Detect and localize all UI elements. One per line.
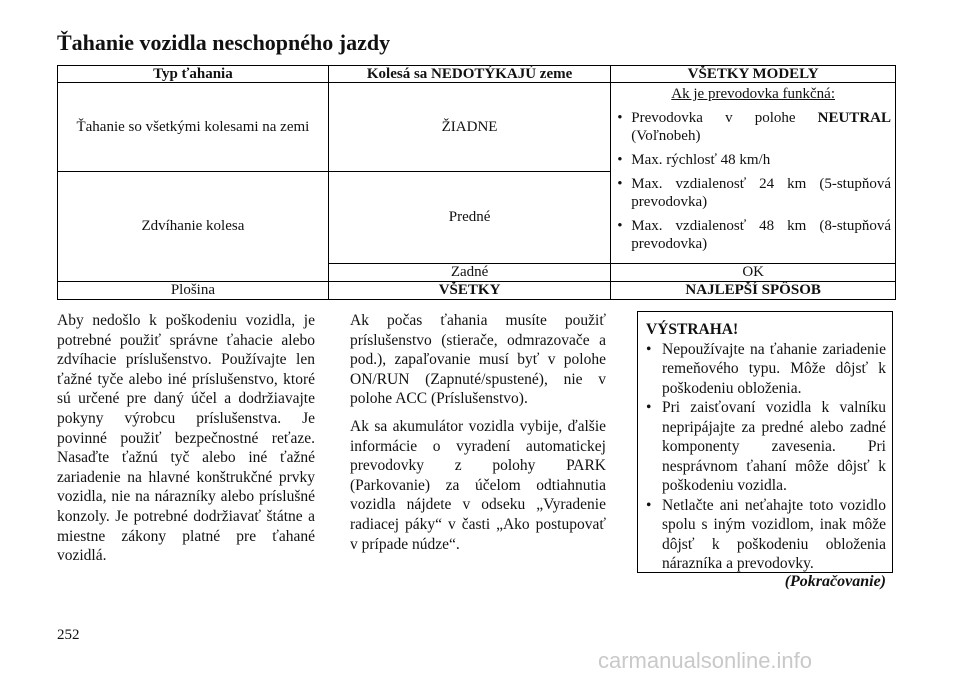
cell-wheels: ŽIADNE bbox=[328, 83, 610, 172]
cell-tow-type: Zdvíhanie kolesa bbox=[58, 172, 329, 282]
header-wheels-off-ground: Kolesá sa NEDOTÝKAJÚ zeme bbox=[328, 66, 610, 83]
list-item: • Max. vzdialenosť 24 km (5-stupňová prevodovka) bbox=[615, 175, 891, 211]
body-paragraph: Ak počas ťahania musíte použiť príslušenstvo (stierače, odmrazovače a pod.), zapaľovanie musí byť v polohe ON/RUN (Zapnuté/spustené), nie v polohe ACC (Príslušenstvo). bbox=[350, 312, 606, 408]
warning-item: • Pri zaisťovaní vozidla k valníku nepripájajte za predné alebo zadné komponenty zavesenia. Pri nesprávnom ťahaní môže dôjsť k poškodeniu vozidla. bbox=[646, 398, 886, 496]
header-tow-type: Typ ťahania bbox=[58, 66, 329, 83]
warning-title: VÝSTRAHA! bbox=[646, 321, 739, 338]
list-item-text: Prevodovka v polohe bbox=[631, 110, 818, 126]
middle-column bbox=[350, 311, 606, 562]
warning-item: • Nepoužívajte na ťahanie zariadenie remeňového typu. Môže dôjsť k poškodeniu obloženia. bbox=[646, 340, 886, 399]
list-item: • Max. rýchlosť 48 km/h bbox=[615, 151, 891, 169]
warning-list bbox=[646, 340, 886, 574]
cell-models: NAJLEPŠÍ SPÔSOB bbox=[611, 282, 896, 300]
header-all-models: VŠETKY MODELY bbox=[611, 66, 896, 83]
cell-models-conditions bbox=[611, 83, 896, 264]
models-conditions-list bbox=[615, 109, 891, 253]
cell-tow-type: Ťahanie so všetkými kolesami na zemi bbox=[58, 83, 329, 172]
list-item: • Max. vzdialenosť 48 km (8-stupňová prevodovka) bbox=[615, 217, 891, 253]
cell-wheels: Zadné bbox=[328, 264, 610, 282]
cell-wheels: Predné bbox=[328, 172, 610, 264]
cell-models: OK bbox=[611, 264, 896, 282]
table-header-row bbox=[58, 66, 896, 83]
cell-tow-type: Plošina bbox=[58, 282, 329, 300]
watermark: carmanualsonline.info bbox=[598, 648, 813, 673]
page-title: Ťahanie vozidla neschopného jazdy bbox=[57, 30, 391, 55]
cell-wheels: VŠETKY bbox=[328, 282, 610, 300]
left-column bbox=[57, 311, 315, 574]
table-row bbox=[58, 83, 896, 172]
models-conditions-heading: Ak je prevodovka funkčná: bbox=[671, 86, 835, 102]
body-paragraph: Ak sa akumulátor vozidla vybije, ďalšie informácie o vyradení automatickej prevodovky z polohy PARK (Parkovanie) za účelom odtiahnutia vozidla nájdete v odseku „Vyradenie radiacej páky“ v časti „Ako postupovať v prípade núdze“. bbox=[350, 417, 606, 553]
towing-table bbox=[57, 65, 896, 300]
table-row bbox=[58, 282, 896, 300]
warning-box bbox=[637, 311, 893, 573]
warning-item: • Netlačte ani neťahajte toto vozidlo spolu s iným vozidlom, inak môže dôjsť k poškodeniu obloženia nárazníka a prevodovky. bbox=[646, 496, 886, 574]
neutral-label: NEUTRAL bbox=[817, 110, 891, 126]
list-item-text: (Voľnobeh) bbox=[631, 128, 701, 144]
page-number: 252 bbox=[57, 627, 80, 643]
continued-label: (Pokračovanie) bbox=[784, 573, 886, 590]
list-item bbox=[615, 109, 891, 145]
body-paragraph: Aby nedošlo k poškodeniu vozidla, je potrebné použiť správne ťahacie alebo zdvíhacie príslušenstvo. Používajte len ťažné tyče alebo iné príslušenstvo, ktoré sú určené pre daný účel a dodržiavajte pokyny výrobcu príslušenstva. Je povinné použiť bezpečnostné reťaze. Nasaďte ťažnú tyč alebo iné ťažné zariadenie na hlavné konštrukčné prvky vozidla, nie na nárazníky alebo príslušné konzoly. Je potrebné dodržiavať štátne a miestne zákony platné pre ťahané vozidlá. bbox=[57, 312, 315, 565]
